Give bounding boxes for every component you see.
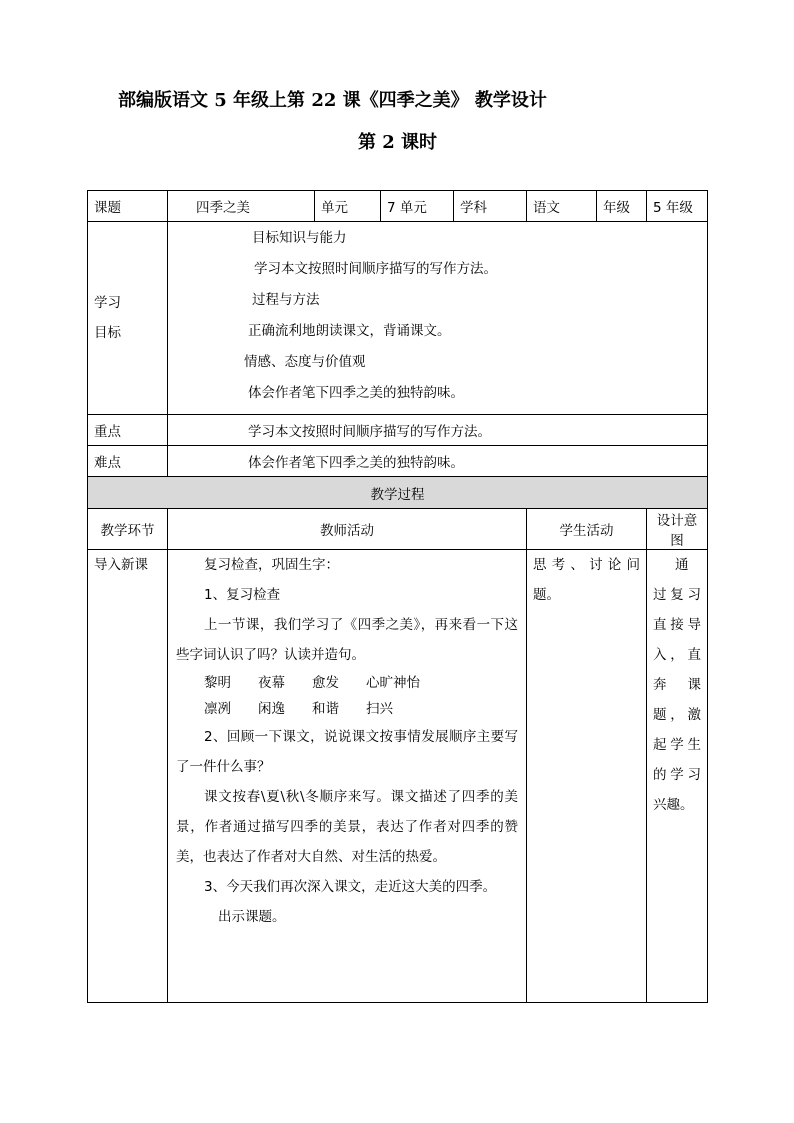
column-student: 学生活动 <box>527 509 647 550</box>
teacher-step-review: 复习检查，巩固生字： <box>204 557 339 573</box>
subject-value: 语文 <box>527 191 597 222</box>
teacher-step-1: 1、复习检查 <box>204 587 281 603</box>
lesson-period: 第 2 课时 <box>358 132 438 153</box>
goals-label <box>88 222 168 415</box>
unit-label: 单元 <box>315 191 381 222</box>
key-point-row <box>88 415 708 446</box>
vocab-line-2: 凛冽 闲逸 和谐 扫兴 <box>204 701 393 717</box>
grade-value: 5 年级 <box>647 191 708 222</box>
student-activity-cell: 思考、讨论问题。 <box>527 550 647 1003</box>
goals-label-line1: 学习 <box>94 295 121 311</box>
info-row <box>88 191 708 222</box>
goals-label-line2: 目标 <box>94 325 121 341</box>
goals-row <box>88 222 708 415</box>
stage-cell: 导入新课 <box>88 550 168 1003</box>
difficulty-row <box>88 446 708 477</box>
teacher-activity-cell <box>168 550 527 1003</box>
document-title-text: 部编版语文 5 年级上第 22 课《四季之美》 教学设计 <box>118 90 547 111</box>
topic-value: 四季之美 <box>168 191 315 222</box>
lesson-plan-table <box>87 190 708 1003</box>
teacher-show-title: 出示课题。 <box>218 909 286 925</box>
topic-label: 课题 <box>88 191 168 222</box>
difficulty-label: 难点 <box>88 446 168 477</box>
process-row-intro <box>88 550 708 1003</box>
goal-heading-knowledge: 目标知识与能力 <box>252 230 347 246</box>
column-teacher: 教师活动 <box>168 509 527 550</box>
goal-item-attitude: 体会作者笔下四季之美的独特韵味。 <box>248 385 464 401</box>
goal-item-knowledge: 学习本文按照时间顺序描写的写作方法。 <box>254 261 497 277</box>
key-point-label: 重点 <box>88 415 168 446</box>
process-header-row <box>88 477 708 509</box>
key-point-text: 学习本文按照时间顺序描写的写作方法。 <box>168 415 708 446</box>
goal-heading-process: 过程与方法 <box>252 292 320 308</box>
teacher-step-3: 3、今天我们再次深入课文，走近这大美的四季。 <box>204 879 497 895</box>
process-header: 教学过程 <box>88 477 708 509</box>
column-intent: 设计意图 <box>647 509 708 550</box>
teacher-step-2: 2、回顾一下课文，说说课文按事情发展顺序主要写了一件什么事？ <box>176 729 518 775</box>
grade-label: 年级 <box>597 191 647 222</box>
vocab-line-1: 黎明 夜幕 愈发 心旷神怡 <box>204 675 420 691</box>
process-columns-row <box>88 509 708 550</box>
goals-content <box>168 222 708 415</box>
design-intent-cell: 通过复习直接导入，直奔课题，激起学生的学习兴趣。 <box>647 550 708 1003</box>
subject-label: 学科 <box>454 191 527 222</box>
column-stage: 教学环节 <box>88 509 168 550</box>
difficulty-text: 体会作者笔下四季之美的独特韵味。 <box>168 446 708 477</box>
teacher-step-2-answer: 课文按春\夏\秋\冬顺序来写。课文描述了四季的美景，作者通过描写四季的美景，表达了作者对四季的赞美，也表达了作者对大自然、对生活的热爱。 <box>176 789 518 865</box>
unit-value: 7 单元 <box>381 191 454 222</box>
goal-heading-attitude: 情感、态度与价值观 <box>244 354 366 370</box>
goal-item-process: 正确流利地朗读课文，背诵课文。 <box>248 323 451 339</box>
teacher-step-1-detail: 上一节课，我们学习了《四季之美》，再来看一下这些字词认识了吗？认读并造句。 <box>176 617 518 663</box>
